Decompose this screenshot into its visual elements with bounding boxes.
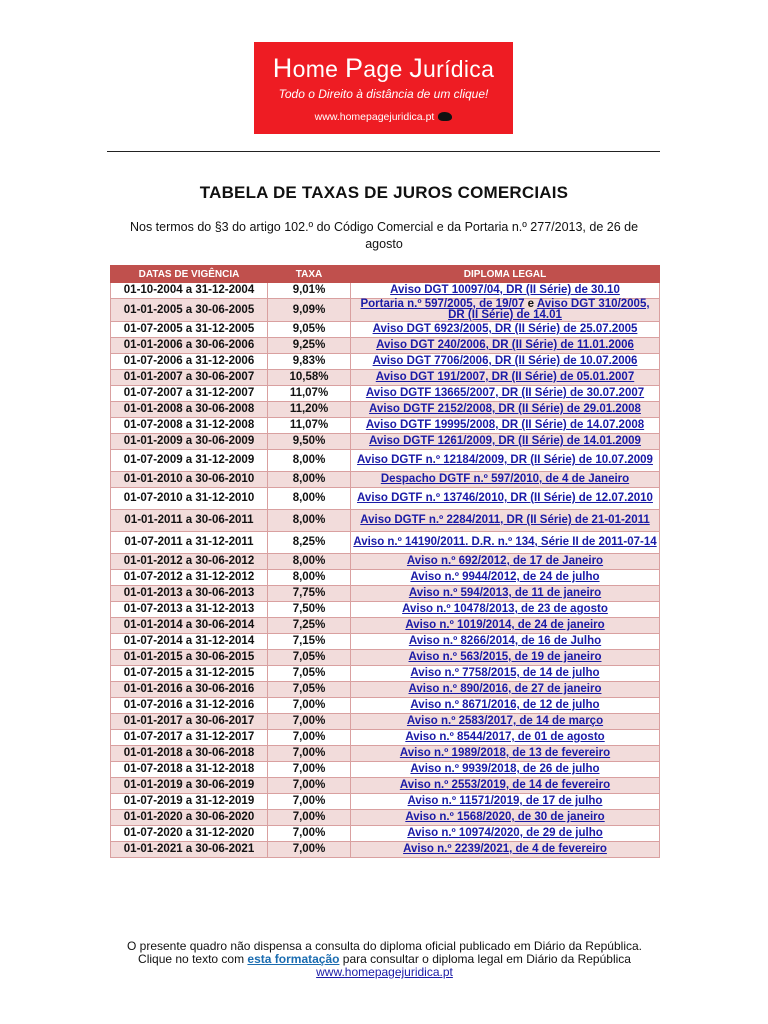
cell-date: 01-01-2019 a 30-06-2019 (111, 778, 268, 794)
table-row (111, 618, 660, 634)
table-row (111, 418, 660, 434)
diploma-link[interactable]: Aviso DGTF 1261/2009, DR (II Série) de 14.01.2009 (369, 435, 641, 447)
cell-rate: 7,50% (268, 602, 351, 618)
cell-diploma (351, 402, 660, 418)
cell-diploma (351, 299, 660, 322)
diploma-link[interactable]: Aviso n.º 2583/2017, de 14 de março (406, 715, 604, 727)
cell-date: 01-01-2011 a 30-06-2011 (111, 510, 268, 532)
table-row (111, 794, 660, 810)
diploma-link[interactable]: Aviso n.º 2553/2019, de 14 de fevereiro (399, 779, 611, 791)
cell-date: 01-07-2013 a 31-12-2013 (111, 602, 268, 618)
cell-rate: 8,00% (268, 570, 351, 586)
table-row (111, 386, 660, 402)
cell-diploma (351, 650, 660, 666)
cell-date: 01-01-2017 a 30-06-2017 (111, 714, 268, 730)
site-logo (254, 42, 513, 134)
cell-date: 01-01-2015 a 30-06-2015 (111, 650, 268, 666)
table-row (111, 714, 660, 730)
cell-date: 01-07-2014 a 31-12-2014 (111, 634, 268, 650)
logo-title-h: H (272, 53, 293, 83)
table-row (111, 532, 660, 554)
diploma-link[interactable]: Aviso n.º 8671/2016, de 12 de julho (410, 699, 600, 711)
cell-date: 01-01-2020 a 30-06-2020 (111, 810, 268, 826)
cell-rate: 9,01% (268, 283, 351, 299)
diploma-joiner: e (524, 298, 537, 310)
cell-date: 01-01-2010 a 30-06-2010 (111, 472, 268, 488)
diploma-link[interactable]: Aviso DGT 6923/2005, DR (II Série) de 25.07.2005 (372, 323, 638, 335)
cell-date: 01-07-2011 a 31-12-2011 (111, 532, 268, 554)
logo-title-j: J (409, 53, 424, 83)
cell-date: 01-01-2013 a 30-06-2013 (111, 586, 268, 602)
cell-date: 01-01-2012 a 30-06-2012 (111, 554, 268, 570)
cell-date: 01-01-2008 a 30-06-2008 (111, 402, 268, 418)
logo-tagline: Todo o Direito à distância de um clique! (278, 87, 489, 101)
cell-date: 01-01-2016 a 30-06-2016 (111, 682, 268, 698)
diploma-link[interactable]: Aviso DGT 10097/04, DR (II Série) de 30.10 (390, 284, 620, 296)
cell-diploma (351, 842, 660, 858)
cell-rate: 7,00% (268, 730, 351, 746)
cell-diploma (351, 810, 660, 826)
cell-rate: 8,25% (268, 532, 351, 554)
table-row (111, 586, 660, 602)
cell-diploma (351, 488, 660, 510)
table-row (111, 510, 660, 532)
cell-rate: 9,09% (268, 299, 351, 322)
cell-rate: 9,05% (268, 322, 351, 338)
page-subtitle: Nos termos do §3 do artigo 102.º do Código Comercial e da Portaria n.º 277/2013, de 26 de agosto (129, 220, 639, 251)
diploma-link[interactable]: Aviso n.º 10478/2013, de 23 de agosto (402, 603, 608, 615)
cell-rate: 9,83% (268, 354, 351, 370)
cell-rate: 8,00% (268, 510, 351, 532)
diploma-link[interactable]: Aviso n.º 7758/2015, de 14 de julho (410, 667, 600, 679)
cell-rate: 7,15% (268, 634, 351, 650)
cell-rate: 8,00% (268, 472, 351, 488)
diploma-link[interactable]: Aviso DGT 191/2007, DR (II Série) de 05.01.2007 (375, 371, 635, 383)
cell-diploma (351, 730, 660, 746)
cell-diploma (351, 682, 660, 698)
cell-diploma (351, 794, 660, 810)
table-row (111, 746, 660, 762)
cell-date: 01-07-2017 a 31-12-2017 (111, 730, 268, 746)
cell-date: 01-07-2015 a 31-12-2015 (111, 666, 268, 682)
cell-diploma (351, 570, 660, 586)
cell-diploma (351, 762, 660, 778)
diploma-link[interactable]: Aviso n.º 2239/2021, de 4 de fevereiro (403, 843, 607, 855)
cell-rate: 7,00% (268, 794, 351, 810)
table-row (111, 650, 660, 666)
cell-rate: 7,00% (268, 762, 351, 778)
table-row (111, 488, 660, 510)
cell-diploma (351, 418, 660, 434)
cell-diploma (351, 602, 660, 618)
diploma-link[interactable]: Aviso DGT 240/2006, DR (II Série) de 11.01.2006 (376, 339, 634, 351)
cell-diploma (351, 778, 660, 794)
diploma-link[interactable]: Aviso DGTF 13665/2007, DR (II Série) de 30.07.2007 (365, 387, 645, 399)
logo-title-p: P (344, 53, 364, 83)
table-row (111, 826, 660, 842)
table-row (111, 810, 660, 826)
logo-url-line (254, 111, 513, 123)
table-row (111, 472, 660, 488)
cell-rate: 7,00% (268, 842, 351, 858)
table-row (111, 570, 660, 586)
cell-date: 01-07-2019 a 31-12-2019 (111, 794, 268, 810)
page-title: TABELA DE TAXAS DE JUROS COMERCIAIS (199, 183, 569, 202)
cell-date: 01-07-2009 a 31-12-2009 (111, 450, 268, 472)
cell-rate: 7,00% (268, 778, 351, 794)
cell-date: 01-07-2010 a 31-12-2010 (111, 488, 268, 510)
cell-rate: 11,20% (268, 402, 351, 418)
diploma-link[interactable]: Aviso n.º 11571/2019, de 17 de julho (407, 795, 603, 807)
diploma-link[interactable]: Aviso DGTF n.º 13746/2010, DR (II Série) de 12.07.2010 (357, 492, 653, 504)
cell-diploma (351, 354, 660, 370)
cell-diploma (351, 510, 660, 532)
footer-text-1: O presente quadro não dispensa a consulta do diploma oficial publicado em Diário da República. Clique no texto com (127, 939, 642, 966)
cell-date: 01-07-2012 a 31-12-2012 (111, 570, 268, 586)
cell-rate: 11,07% (268, 418, 351, 434)
logo-title (254, 53, 513, 84)
cell-rate: 9,50% (268, 434, 351, 450)
diploma-link[interactable]: Aviso DGTF n.º 2284/2011, DR (II Série) de 21-01-2011 (360, 514, 650, 526)
diploma-link[interactable]: Aviso n.º 8266/2014, de 16 de Julho (408, 635, 602, 647)
cell-date: 01-01-2006 a 30-06-2006 (111, 338, 268, 354)
diploma-link[interactable]: Aviso n.º 594/2013, de 11 de janeiro (408, 587, 602, 599)
table-row (111, 778, 660, 794)
cell-rate: 10,58% (268, 370, 351, 386)
cell-diploma (351, 698, 660, 714)
cell-rate: 7,00% (268, 714, 351, 730)
cell-rate: 7,00% (268, 698, 351, 714)
diploma-link[interactable]: Aviso DGT 310/2005, DR (II Série) de 14.01 (448, 298, 650, 321)
table-row (111, 354, 660, 370)
cell-date: 01-10-2004 a 31-12-2004 (111, 283, 268, 299)
table-row (111, 283, 660, 299)
diploma-link[interactable]: Aviso n.º 10974/2020, de 29 de julho (407, 827, 603, 839)
diploma-link[interactable]: Aviso n.º 1019/2014, de 24 de janeiro (405, 619, 605, 631)
table-row (111, 666, 660, 682)
table-row (111, 634, 660, 650)
logo-title-ome: ome (292, 56, 345, 82)
cell-rate: 7,05% (268, 682, 351, 698)
table-row (111, 450, 660, 472)
logo-title-uridica: urídica (423, 56, 495, 82)
cell-rate: 7,05% (268, 650, 351, 666)
table-row (111, 322, 660, 338)
cell-rate: 7,05% (268, 666, 351, 682)
cell-diploma (351, 532, 660, 554)
cell-diploma (351, 826, 660, 842)
cell-rate: 7,25% (268, 618, 351, 634)
cell-date: 01-07-2008 a 31-12-2008 (111, 418, 268, 434)
cell-diploma (351, 666, 660, 682)
cell-rate: 11,07% (268, 386, 351, 402)
cell-diploma (351, 746, 660, 762)
cell-diploma (351, 434, 660, 450)
cell-date: 01-07-2006 a 31-12-2006 (111, 354, 268, 370)
header-divider (107, 151, 660, 152)
rates-table (110, 265, 660, 858)
table-row (111, 299, 660, 322)
diploma-link[interactable]: Aviso DGTF 2152/2008, DR (II Série) de 29.01.2008 (369, 403, 641, 415)
cell-date: 01-07-2018 a 31-12-2018 (111, 762, 268, 778)
diploma-link[interactable]: Aviso DGTF 19995/2008, DR (II Série) de 14.07.2008 (365, 419, 645, 431)
diploma-link[interactable]: Portaria n.º 597/2005, de 19/07 (360, 298, 525, 310)
cell-date: 01-01-2018 a 30-06-2018 (111, 746, 268, 762)
cell-rate: 7,00% (268, 810, 351, 826)
cell-diploma (351, 283, 660, 299)
table-row (111, 402, 660, 418)
cell-date: 01-01-2005 a 30-06-2005 (111, 299, 268, 322)
diploma-link[interactable]: Aviso n.º 14190/2011. D.R. n.º 134, Série II de 2011-07-14 (353, 536, 657, 548)
diploma-link[interactable]: Aviso n.º 1989/2018, de 13 de fevereiro (399, 747, 611, 759)
cell-rate: 7,75% (268, 586, 351, 602)
table-row (111, 554, 660, 570)
cell-rate: 7,00% (268, 826, 351, 842)
footer-format-link[interactable]: esta formatação (247, 952, 340, 966)
cell-diploma (351, 618, 660, 634)
table-header-row (111, 266, 660, 283)
table-row (111, 762, 660, 778)
logo-title-age: age (363, 56, 410, 82)
cell-diploma (351, 450, 660, 472)
diploma-link[interactable]: Aviso n.º 9939/2018, de 26 de julho (410, 763, 600, 775)
footer-url[interactable]: www.homepagejuridica.pt (316, 965, 453, 979)
diploma-link[interactable]: Aviso n.º 890/2016, de 27 de janeiro (408, 683, 602, 695)
cell-date: 01-01-2014 a 30-06-2014 (111, 618, 268, 634)
diploma-link[interactable]: Aviso n.º 692/2012, de 17 de Janeiro (406, 555, 604, 567)
cell-date: 01-07-2016 a 31-12-2016 (111, 698, 268, 714)
cell-date: 01-07-2020 a 31-12-2020 (111, 826, 268, 842)
table-row (111, 682, 660, 698)
diploma-link[interactable]: Aviso DGTF n.º 12184/2009, DR (II Série) de 10.07.2009 (357, 454, 653, 466)
cell-rate: 9,25% (268, 338, 351, 354)
cell-diploma (351, 386, 660, 402)
table-row (111, 338, 660, 354)
cell-diploma (351, 338, 660, 354)
cell-diploma (351, 322, 660, 338)
cell-rate: 8,00% (268, 450, 351, 472)
cell-diploma (351, 554, 660, 570)
footer-text-2: para consultar o diploma legal em Diário da República (339, 952, 631, 966)
cell-rate: 8,00% (268, 554, 351, 570)
table-row (111, 730, 660, 746)
table-row (111, 842, 660, 858)
diploma-link[interactable]: Aviso n.º 8544/2017, de 01 de agosto (405, 731, 605, 743)
diploma-link[interactable]: Despacho DGTF n.º 597/2010, de 4 de Janeiro (380, 473, 630, 485)
cell-date: 01-07-2005 a 31-12-2005 (111, 322, 268, 338)
cell-date: 01-01-2021 a 30-06-2021 (111, 842, 268, 858)
header-diploma: DIPLOMA LEGAL (351, 266, 660, 283)
cell-diploma (351, 472, 660, 488)
table-row (111, 602, 660, 618)
cell-diploma (351, 714, 660, 730)
diploma-link[interactable]: Aviso DGT 7706/2006, DR (II Série) de 10.07.2006 (372, 355, 638, 367)
header-rate: TAXA (268, 266, 351, 283)
cell-date: 01-01-2009 a 30-06-2009 (111, 434, 268, 450)
cell-diploma (351, 634, 660, 650)
diploma-link[interactable]: Aviso n.º 9944/2012, de 24 de julho (410, 571, 600, 583)
footer-note (110, 940, 659, 979)
logo-url[interactable]: www.homepagejuridica.pt (314, 111, 435, 123)
cell-date: 01-01-2007 a 30-06-2007 (111, 370, 268, 386)
diploma-link[interactable]: Aviso n.º 563/2015, de 19 de janeiro (408, 651, 602, 663)
cell-date: 01-07-2007 a 31-12-2007 (111, 386, 268, 402)
diploma-link[interactable]: Aviso n.º 1568/2020, de 30 de janeiro (405, 811, 605, 823)
mouse-icon (438, 112, 452, 121)
table-row (111, 698, 660, 714)
cell-diploma (351, 586, 660, 602)
table-row (111, 370, 660, 386)
cell-rate: 8,00% (268, 488, 351, 510)
table-row (111, 434, 660, 450)
cell-rate: 7,00% (268, 746, 351, 762)
header-dates: DATAS DE VIGÊNCIA (111, 266, 268, 283)
cell-diploma (351, 370, 660, 386)
